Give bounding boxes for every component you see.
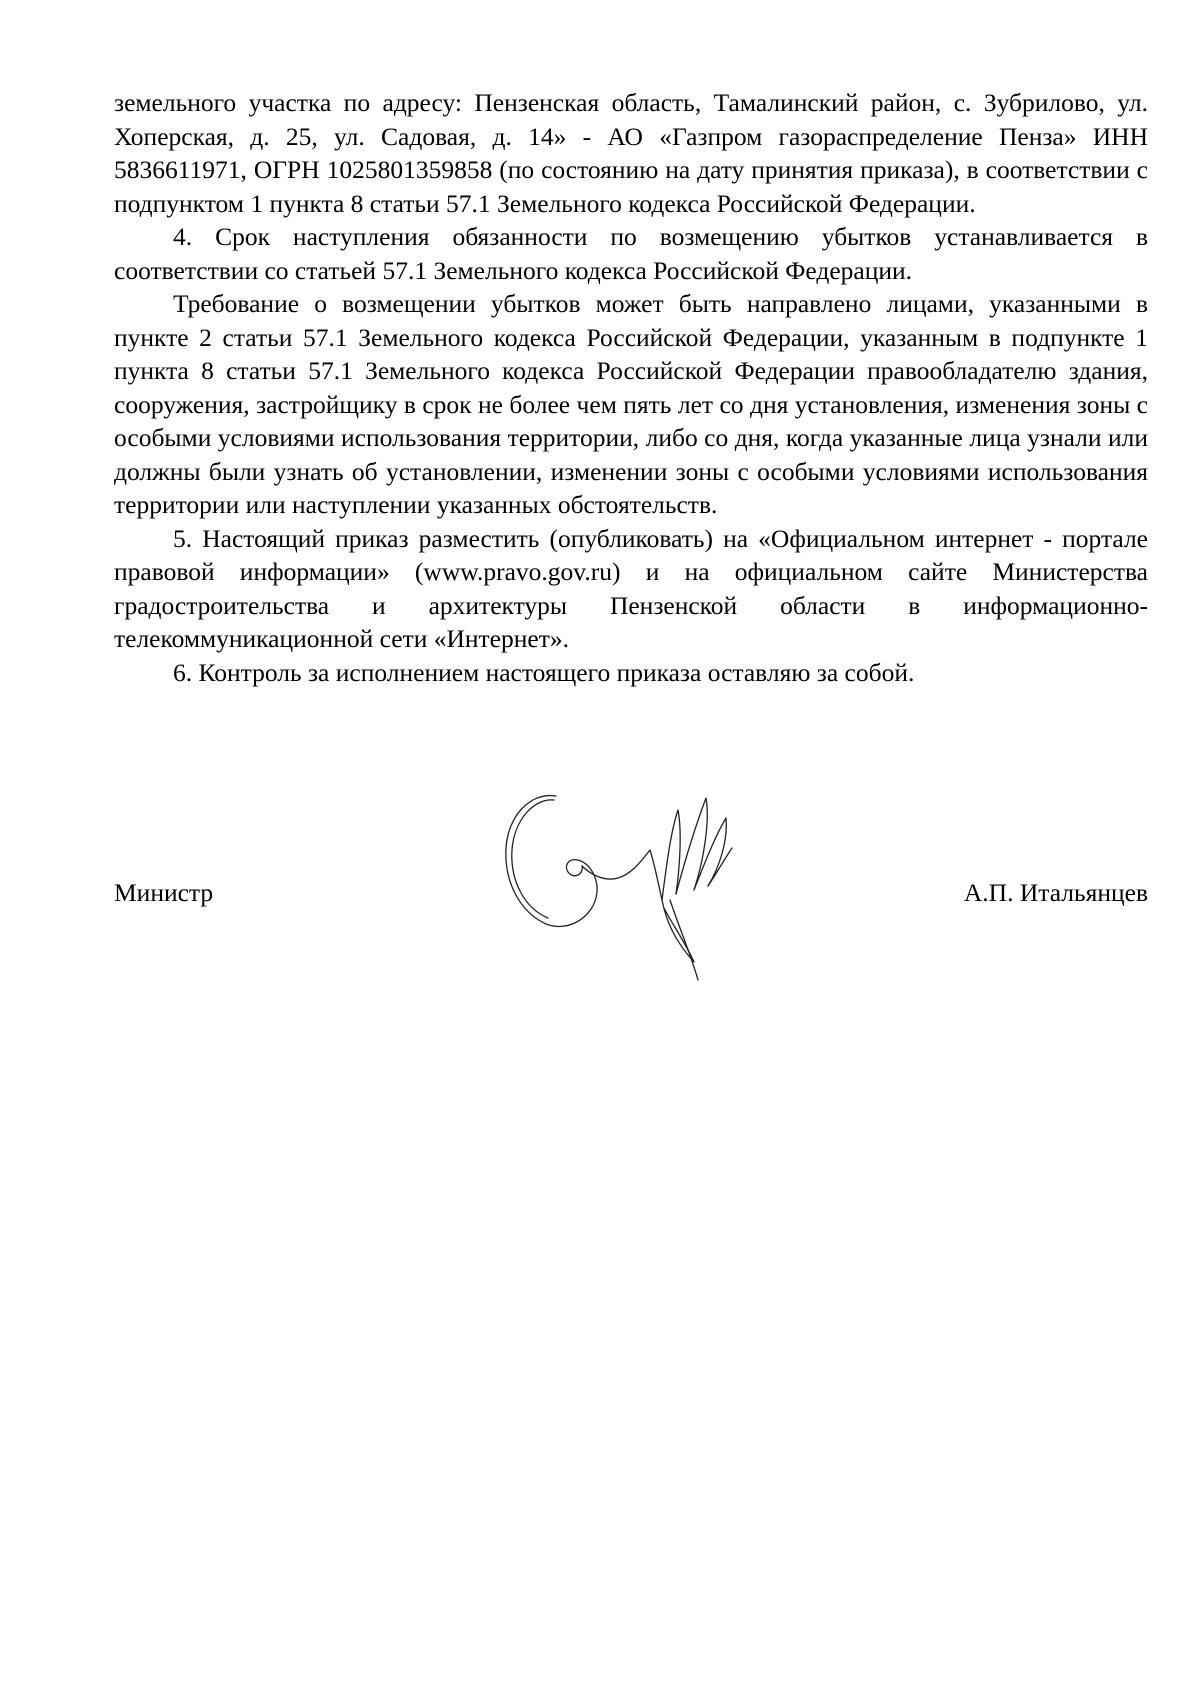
paragraph-item-4: 4. Срок наступления обязанности по возмещению убытков устанавливается в соответствии со статьей 57.1 Земельного кодекса Российской Федерации. [114,222,1148,285]
signature-loop-inner [512,800,554,918]
signature-block [114,790,1148,990]
signer-name: А.П. Итальянцев [963,878,1148,907]
signature-tail-2 [670,900,698,980]
paragraph-item-6: 6. Контроль за исполнением настоящего приказа оставляю за собой. [173,657,915,687]
signature-loop [506,796,597,927]
handwritten-signature [494,790,754,990]
signature-flourish-3 [694,818,726,890]
paragraph-damages-claim: Требование о возмещении убытков может быть направлено лицами, указанными в пункте 2 статьи 57.1 Земельного кодекса Российской Федерации, указанным в подпункте 1 пункта 8 статьи 57.1 Земельного кодекса Российской Федерации правообладателю здания, сооружения, застройщику в срок не более чем пять лет со дня установления, изменения зоны с особыми условиями использования территории, либо со дня, когда указанные лица узнали или должны были узнать об установлении, изменении зоны с особыми условиями использования территории или наступлении указанных обстоятельств. [114,289,1148,519]
document-body [114,86,1148,689]
signer-position: Министр [114,878,214,907]
paragraph-item-5: 5. Настоящий приказ разместить (опубликовать) на «Официальном интернет - портале правовой информации» (www.pravo.gov.ru) и на официальном сайте Министерства градостроительства и архитектуры Пензенской области в информационно-телекоммуникационной сети «Интернет». [114,523,1148,653]
signature-flourish-4 [708,848,732,886]
signature-connector [582,850,662,900]
paragraph-continuation: земельного участка по адресу: Пензенская область, Тамалинский район, с. Зубрилово, ул. Хоперская, д. 25, ул. Садовая, д. 14» - АО «Газпром газораспределение Пенза» ИНН 5836611971, ОГРН 1025801359858 (по состоянию на дату принятия приказа), в соответствии с подпунктом 1 пункта 8 статьи 57.1 Земельного кодекса Российской Федерации. [114,88,1148,218]
